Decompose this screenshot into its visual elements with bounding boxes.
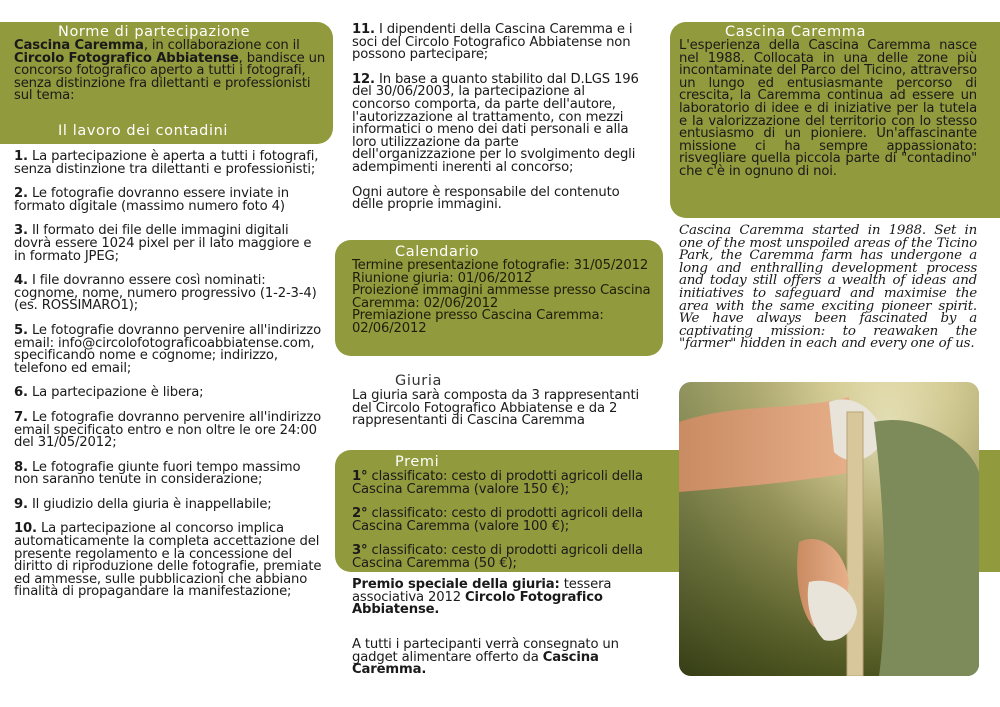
prizes-list [352, 471, 644, 571]
prize-2: 2° classificato: cesto di prodotti agricoli della Cascina Caremma (valore 100 €); [352, 506, 643, 534]
middle-rules [352, 24, 644, 212]
special-label: Premio speciale della giuria: [352, 577, 560, 592]
rule-8: 8. Le fotografie giunte fuori tempo massimo non saranno tenute in considerazione; [14, 459, 301, 488]
prize-3: 3° classificato: cesto di prodotti agricoli della Cascina Caremma (50 €); [352, 543, 643, 571]
farmer-photo [679, 382, 979, 676]
rule-5: 5. Le fotografie dovranno pervenire all'indirizzo email: info@circolofotograficoabbiatense.com, specificando nome e cognome; indirizzo, telefono ed email; [14, 322, 321, 376]
header-premi: Premi [395, 454, 440, 470]
special-club: Circolo Fotografico Abbiatense. [352, 589, 603, 618]
rule-10: 10. La partecipazione al concorso implica automaticamente la completa accettazione del presente regolamento e la concessione del diritto di riproduzione delle fotografie, premiate ed ammesse, sulle pubblicazioni che abbiano finalità di propagandare la manifestazione; [14, 521, 322, 600]
rule-3: 3. Il formato dei file delle immagini digitali dovrà essere 1024 pixel per il lato maggiore e in formato JPEG; [14, 223, 312, 264]
rules-list [14, 151, 326, 599]
rule-6: 6. La partecipazione è libera; [14, 385, 204, 401]
rule-1: 1. La partecipazione è aperta a tutti i fotografi, senza distinzione tra dilettanti e professionisti; [14, 149, 319, 177]
intro-t2: , bandisce un concorso fotografico aperto a tutti i fotografi, senza distinzione fra dilettanti e professionisti sul tema: [14, 50, 326, 104]
intro-org: Cascina Caremma [14, 38, 144, 53]
intro-t1: , in collaborazione con il [143, 38, 300, 53]
prize-1: 1° classificato: cesto di prodotti agricoli della Cascina Caremma (valore 150 €); [352, 469, 643, 497]
calendar-line: Proiezione immagini ammesse presso Cascina Caremma: 02/06/2012 [352, 283, 651, 311]
gadget-note [352, 639, 644, 677]
special-prize [352, 579, 644, 617]
header-calendario: Calendario [395, 244, 480, 260]
rule-9: 9. Il giudizio della giuria è inappellabile; [14, 496, 272, 512]
gadget-text: A tutti i partecipanti verrà consegnato un gadget alimentare offerto da [352, 637, 619, 665]
header-theme: Il lavoro dei contadini [58, 123, 229, 139]
header-giuria: Giuria [395, 373, 442, 389]
calendar-lines [352, 260, 652, 336]
rule-11: 11. I dipendenti della Cascina Caremma e i soci del Circolo Fotografico Abbiatense non possono partecipare; [352, 22, 633, 63]
calendar-line: Termine presentazione fotografie: 31/05/2012 [352, 258, 649, 273]
jury-text: La giuria sarà composta da 3 rappresentanti del Circolo Fotografico Abbiatense e da 2 rappresentanti di Cascina Caremma [352, 388, 639, 429]
about-text-it: L'esperienza della Cascina Caremma nasce nel 1988. Collocata in una delle zone più incontaminate del Parco del Ticino, attraverso un lungo ed entusiasmante percorso di crescita, la Caremma continua ad essere un laboratorio di idee e di iniziative per la tutela e la valorizzazione del territorio con lo stesso entusiasmo di un pioniere. Un'affascinante missione ci ha sempre appassionato: risvegliare quella piccola parte di "contadino" che c'è in ognuno di noi. [679, 38, 977, 179]
gadget-org: Cascina Caremma. [352, 649, 599, 678]
intro-text [14, 40, 326, 103]
farmer-illustration [679, 382, 979, 676]
rule-4: 4. I file dovranno essere così nominati: cognome, nome, numero progressivo (1-2-3-4) (es. ROSSIMARO1); [14, 273, 317, 314]
header-norme: Norme di partecipazione [58, 24, 251, 40]
rule-7: 7. Le fotografie dovranno pervenire all'indirizzo email specificato entro e non oltre le ore 24:00 del 31/05/2012; [14, 409, 321, 451]
special-t1: tessera associativa 2012 [352, 577, 612, 605]
about-text-en: Cascina Caremma started in 1988. Set in one of the most unspoiled areas of the Ticino Park, the Caremma farm has undergone a long and enthralling development process and today still offers a wealth of ideas and initiatives to safeguard and maximise the area with the same exciting pioneer spirit. We have always been fascinated by a captivating mission: to reawaken the "farmer" hidden in each and every one of us. [679, 223, 977, 352]
authorship-note: Ogni autore è responsabile del contenuto delle proprie immagini. [352, 184, 620, 213]
rule-2: 2. Le fotografie dovranno essere inviate in formato digitale (massimo numero foto 4) [14, 186, 289, 214]
intro-club: Circolo Fotografico Abbiatense [14, 50, 239, 66]
header-cascina: Cascina Caremma [725, 24, 866, 40]
trousers [874, 420, 979, 676]
calendar-line: Riunione giuria: 01/06/2012 [352, 270, 533, 286]
calendar-line: Premiazione presso Cascina Caremma: 02/06/2012 [352, 308, 604, 336]
rule-12: 12. In base a quanto stabilito dal D.LGS 196 del 30/06/2003, la partecipazione al concorso comporta, da parte dell'autore, l'autorizzazione al trattamento, con mezzi informatici o meno dei dati personali e alla loro utilizzazione da parte dell'organizzazione per lo svolgimento degli adempimenti inerenti al concorso; [352, 71, 639, 175]
wooden-stake [847, 412, 863, 676]
